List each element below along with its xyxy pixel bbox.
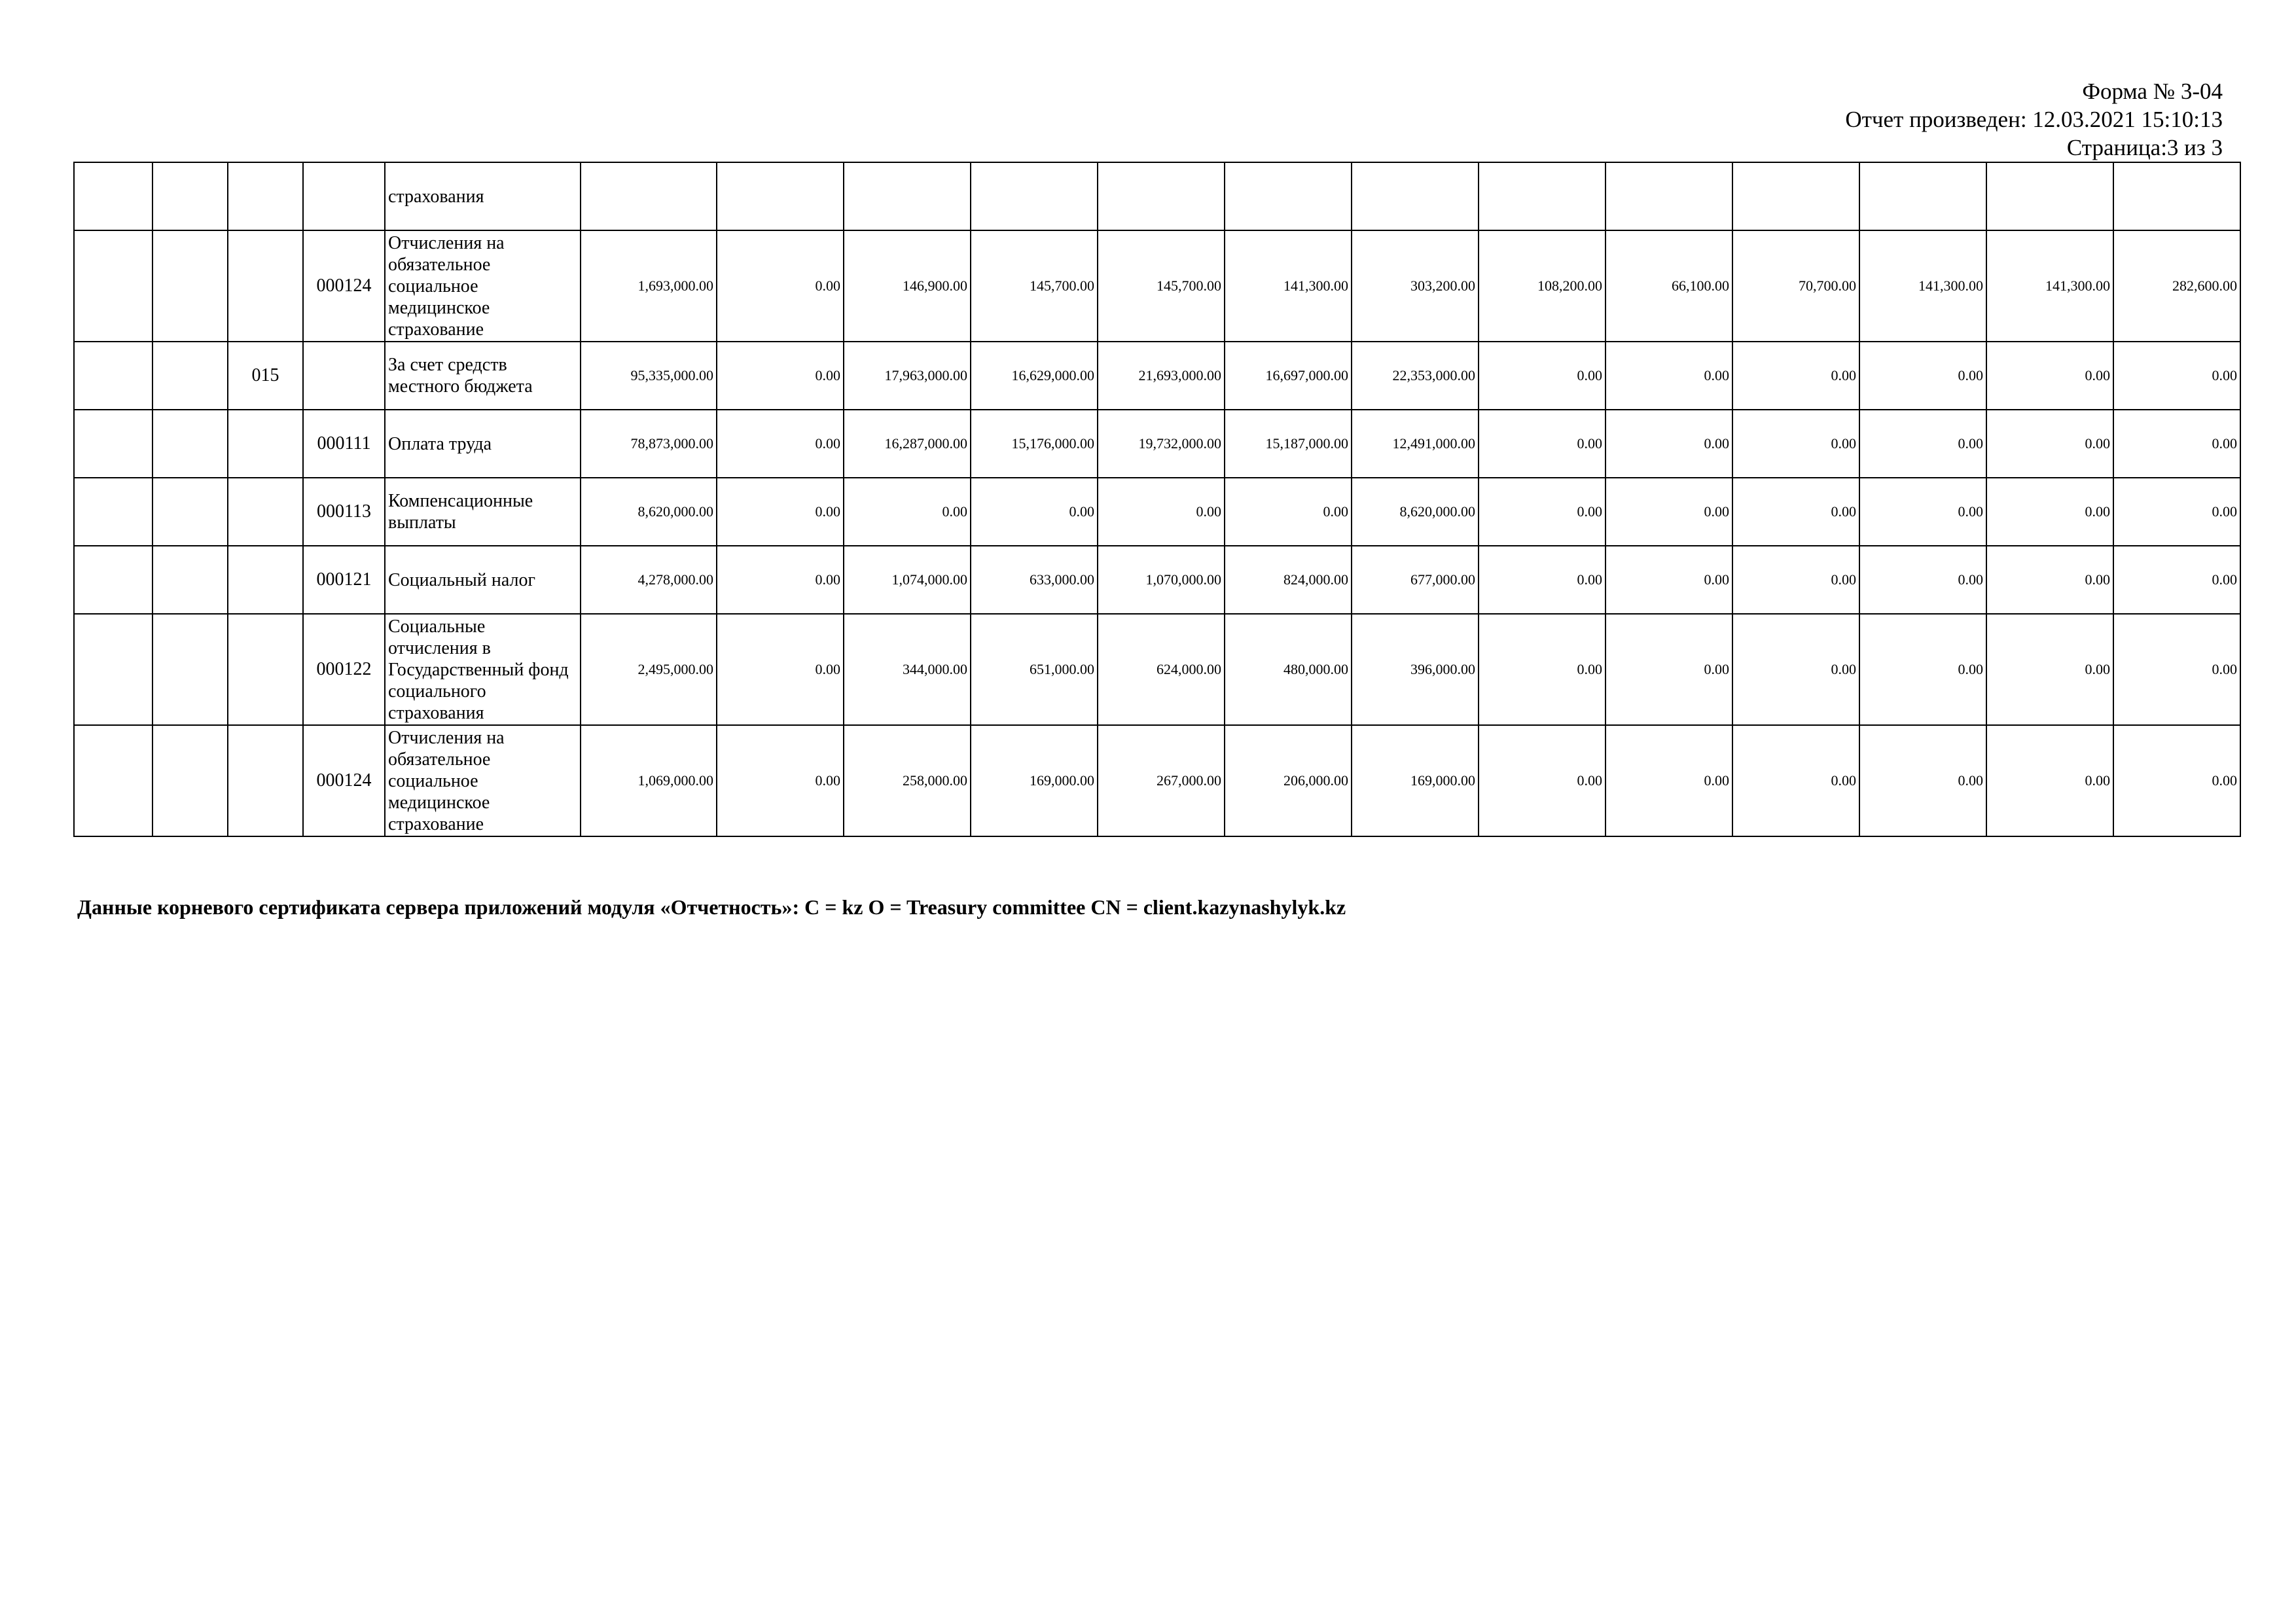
amount-cell: 0.00	[717, 230, 844, 342]
amount-cell: 0.00	[1479, 342, 1605, 410]
code-cell-2	[152, 162, 228, 230]
item-name-cell: Социальный налог	[385, 546, 581, 614]
code-cell-1	[74, 725, 152, 836]
code-cell-4: 000121	[303, 546, 385, 614]
amount-cell: 1,070,000.00	[1098, 546, 1225, 614]
code-cell-2	[152, 725, 228, 836]
amount-cell: 0.00	[1859, 614, 1986, 725]
code-cell-3	[228, 162, 303, 230]
amount-cell: 0.00	[1605, 342, 1732, 410]
amount-cell: 0.00	[1859, 410, 1986, 478]
code-cell-2	[152, 342, 228, 410]
amount-cell: 0.00	[1732, 546, 1859, 614]
amount-cell: 0.00	[1732, 725, 1859, 836]
amount-cell: 396,000.00	[1352, 614, 1479, 725]
amount-cell: 16,629,000.00	[971, 342, 1098, 410]
amount-cell	[1225, 162, 1352, 230]
amount-cell: 21,693,000.00	[1098, 342, 1225, 410]
code-cell-4: 000111	[303, 410, 385, 478]
amount-cell: 0.00	[2113, 725, 2240, 836]
code-cell-3	[228, 410, 303, 478]
code-cell-4	[303, 342, 385, 410]
amount-cell: 0.00	[1479, 546, 1605, 614]
amount-cell: 0.00	[1986, 410, 2113, 478]
code-cell-4: 000113	[303, 478, 385, 546]
table-row	[74, 546, 2240, 614]
amount-cell: 206,000.00	[1225, 725, 1352, 836]
amount-cell: 0.00	[1986, 478, 2113, 546]
form-number: Форма № 3-04	[2082, 79, 2223, 104]
amount-cell: 0.00	[1732, 614, 1859, 725]
amount-cell: 0.00	[1479, 614, 1605, 725]
root-certificate-info: Данные корневого сертификата сервера приложений модуля «Отчетность»: C = kz O = Treasury committee CN = client.kazynashylyk.kz	[77, 895, 1346, 919]
amount-cell: 677,000.00	[1352, 546, 1479, 614]
amount-cell	[971, 162, 1098, 230]
amount-cell: 0.00	[717, 410, 844, 478]
amount-cell: 1,074,000.00	[844, 546, 971, 614]
table-row	[74, 725, 2240, 836]
table-row	[74, 478, 2240, 546]
table-row	[74, 614, 2240, 725]
amount-cell	[844, 162, 971, 230]
amount-cell: 267,000.00	[1098, 725, 1225, 836]
amount-cell: 17,963,000.00	[844, 342, 971, 410]
amount-cell: 0.00	[1479, 725, 1605, 836]
amount-cell: 146,900.00	[844, 230, 971, 342]
table-row	[74, 162, 2240, 230]
code-cell-2	[152, 478, 228, 546]
amount-cell	[1352, 162, 1479, 230]
code-cell-4	[303, 162, 385, 230]
amount-cell: 0.00	[2113, 478, 2240, 546]
code-cell-2	[152, 410, 228, 478]
page-indicator: Страница:3 из 3	[2066, 135, 2223, 160]
code-cell-1	[74, 342, 152, 410]
amount-cell: 0.00	[717, 342, 844, 410]
item-name-cell: За счет средств местного бюджета	[385, 342, 581, 410]
table-row	[74, 230, 2240, 342]
amount-cell: 0.00	[1859, 546, 1986, 614]
amount-cell: 0.00	[1605, 546, 1732, 614]
amount-cell: 141,300.00	[1859, 230, 1986, 342]
amount-cell: 19,732,000.00	[1098, 410, 1225, 478]
amount-cell: 0.00	[2113, 410, 2240, 478]
amount-cell	[1859, 162, 1986, 230]
amount-cell: 169,000.00	[1352, 725, 1479, 836]
code-cell-3: 015	[228, 342, 303, 410]
amount-cell: 0.00	[1732, 410, 1859, 478]
code-cell-3	[228, 546, 303, 614]
code-cell-4: 000122	[303, 614, 385, 725]
amount-cell: 95,335,000.00	[581, 342, 717, 410]
amount-cell: 108,200.00	[1479, 230, 1605, 342]
amount-cell: 282,600.00	[2113, 230, 2240, 342]
amount-cell: 0.00	[971, 478, 1098, 546]
amount-cell: 0.00	[1605, 410, 1732, 478]
amount-cell: 344,000.00	[844, 614, 971, 725]
amount-cell: 8,620,000.00	[1352, 478, 1479, 546]
amount-cell	[581, 162, 717, 230]
amount-cell: 0.00	[717, 725, 844, 836]
amount-cell: 70,700.00	[1732, 230, 1859, 342]
code-cell-1	[74, 162, 152, 230]
amount-cell	[1732, 162, 1859, 230]
table-body	[74, 162, 2240, 836]
amount-cell: 0.00	[1605, 478, 1732, 546]
amount-cell: 303,200.00	[1352, 230, 1479, 342]
amount-cell: 1,693,000.00	[581, 230, 717, 342]
amount-cell: 0.00	[2113, 546, 2240, 614]
amount-cell: 0.00	[1859, 725, 1986, 836]
code-cell-1	[74, 230, 152, 342]
amount-cell	[1986, 162, 2113, 230]
amount-cell: 0.00	[717, 546, 844, 614]
amount-cell: 4,278,000.00	[581, 546, 717, 614]
amount-cell: 0.00	[717, 478, 844, 546]
code-cell-2	[152, 546, 228, 614]
amount-cell: 16,697,000.00	[1225, 342, 1352, 410]
code-cell-4: 000124	[303, 230, 385, 342]
item-name-cell: Социальные отчисления в Государственный фонд социального страхования	[385, 614, 581, 725]
amount-cell: 2,495,000.00	[581, 614, 717, 725]
item-name-cell: Компенсационные выплаты	[385, 478, 581, 546]
amount-cell: 145,700.00	[1098, 230, 1225, 342]
amount-cell: 824,000.00	[1225, 546, 1352, 614]
budget-report-table	[73, 162, 2241, 837]
code-cell-3	[228, 614, 303, 725]
amount-cell: 15,176,000.00	[971, 410, 1098, 478]
amount-cell	[1479, 162, 1605, 230]
amount-cell: 1,069,000.00	[581, 725, 717, 836]
table-row	[74, 410, 2240, 478]
code-cell-3	[228, 230, 303, 342]
amount-cell: 0.00	[1732, 342, 1859, 410]
amount-cell: 8,620,000.00	[581, 478, 717, 546]
item-name-cell: страхования	[385, 162, 581, 230]
amount-cell: 624,000.00	[1098, 614, 1225, 725]
amount-cell: 12,491,000.00	[1352, 410, 1479, 478]
amount-cell: 141,300.00	[1225, 230, 1352, 342]
amount-cell: 0.00	[1986, 546, 2113, 614]
amount-cell: 0.00	[1479, 478, 1605, 546]
report-produced-timestamp: Отчет произведен: 12.03.2021 15:10:13	[1845, 107, 2223, 132]
amount-cell: 633,000.00	[971, 546, 1098, 614]
amount-cell: 0.00	[1479, 410, 1605, 478]
report-header	[1845, 77, 2223, 162]
amount-cell	[2113, 162, 2240, 230]
amount-cell: 0.00	[1605, 725, 1732, 836]
code-cell-3	[228, 478, 303, 546]
amount-cell: 0.00	[1859, 478, 1986, 546]
amount-cell: 0.00	[1986, 614, 2113, 725]
amount-cell: 66,100.00	[1605, 230, 1732, 342]
amount-cell: 0.00	[1859, 342, 1986, 410]
amount-cell: 0.00	[1225, 478, 1352, 546]
code-cell-2	[152, 230, 228, 342]
amount-cell: 22,353,000.00	[1352, 342, 1479, 410]
amount-cell: 258,000.00	[844, 725, 971, 836]
amount-cell: 15,187,000.00	[1225, 410, 1352, 478]
amount-cell: 145,700.00	[971, 230, 1098, 342]
code-cell-2	[152, 614, 228, 725]
code-cell-1	[74, 478, 152, 546]
amount-cell: 141,300.00	[1986, 230, 2113, 342]
item-name-cell: Оплата труда	[385, 410, 581, 478]
amount-cell: 0.00	[1986, 342, 2113, 410]
amount-cell	[717, 162, 844, 230]
table-row	[74, 342, 2240, 410]
code-cell-1	[74, 614, 152, 725]
amount-cell: 0.00	[1986, 725, 2113, 836]
amount-cell: 651,000.00	[971, 614, 1098, 725]
amount-cell	[1098, 162, 1225, 230]
amount-cell: 0.00	[717, 614, 844, 725]
amount-cell: 0.00	[844, 478, 971, 546]
amount-cell: 0.00	[1732, 478, 1859, 546]
amount-cell: 16,287,000.00	[844, 410, 971, 478]
amount-cell: 0.00	[2113, 342, 2240, 410]
amount-cell: 0.00	[1605, 614, 1732, 725]
amount-cell	[1605, 162, 1732, 230]
item-name-cell: Отчисления на обязательное социальное медицинское страхование	[385, 230, 581, 342]
amount-cell: 0.00	[2113, 614, 2240, 725]
item-name-cell: Отчисления на обязательное социальное медицинское страхование	[385, 725, 581, 836]
amount-cell: 78,873,000.00	[581, 410, 717, 478]
code-cell-1	[74, 546, 152, 614]
amount-cell: 480,000.00	[1225, 614, 1352, 725]
code-cell-1	[74, 410, 152, 478]
code-cell-3	[228, 725, 303, 836]
amount-cell: 169,000.00	[971, 725, 1098, 836]
amount-cell: 0.00	[1098, 478, 1225, 546]
code-cell-4: 000124	[303, 725, 385, 836]
